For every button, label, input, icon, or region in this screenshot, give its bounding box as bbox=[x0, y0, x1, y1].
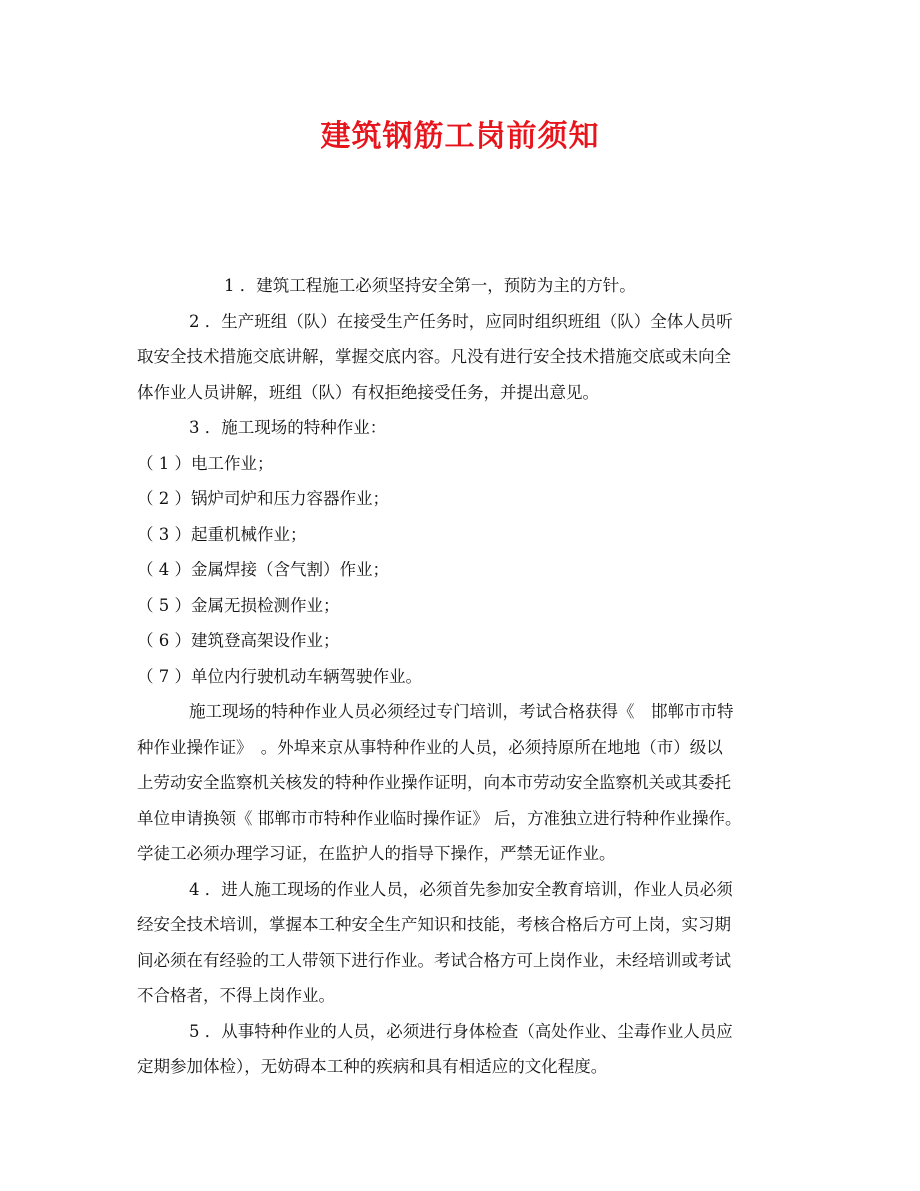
paragraph-4-line-1: 4 ．进人施工现场的作业人员，必须首先参加安全教育培训，作业人员必须 bbox=[189, 879, 733, 899]
list-item-4: （ 4 ）金属焊接（含气割）作业； bbox=[137, 560, 389, 579]
paragraph-1: 1 ．建筑工程施工必须坚持安全第一，预防为主的方针。 bbox=[224, 276, 636, 295]
list-item-3: （ 3 ）起重机械作业； bbox=[137, 524, 307, 544]
list-item-6: （ 6 ）建筑登高架设作业； bbox=[137, 631, 340, 650]
paragraph-4-line-4: 不合格者，不得上岗作业。 bbox=[137, 986, 335, 1005]
list-item-7: （ 7 ）单位内行驶机动车辆驾驶作业。 bbox=[137, 666, 422, 686]
paragraph-3: 3 ．施工现场的特种作业： bbox=[189, 418, 387, 437]
paragraph-5-line-1: 5 ．从事特种作业的人员，必须进行身体检查（高处作业、尘毒作业人员应 bbox=[189, 1021, 733, 1041]
special-work-line-5: 学徒工必须办理学习证，在监护人的指导下操作，严禁无证作业。 bbox=[137, 844, 616, 863]
list-item-1: （ 1 ）电工作业； bbox=[137, 453, 274, 473]
special-work-line-2: 种作业操作证》 。外埠来京从事特种作业的人员，必须持原所在地地（市）级以 bbox=[137, 737, 723, 757]
document-title: 建筑钢筋工岗前须知 bbox=[320, 119, 600, 154]
paragraph-5-line-2: 定期参加体检），无妨碍本工种的疾病和具有相适应的文化程度。 bbox=[137, 1057, 608, 1076]
list-item-5: （ 5 ）金属无损检测作业； bbox=[137, 595, 340, 615]
paragraph-2-line-1: 2 ．生产班组（队）在接受生产任务时，应同时组织班组（队）全体人员听 bbox=[189, 311, 733, 331]
paragraph-2-line-3: 体作业人员讲解，班组（队）有权拒绝接受任务，并提出意见。 bbox=[137, 382, 599, 402]
special-work-line-4: 单位申请换领《 邯郸市市特种作业临时操作证》 后，方准独立进行特种作业操作。 bbox=[137, 808, 742, 828]
list-item-2: （ 2 ）锅炉司炉和压力容器作业； bbox=[137, 489, 389, 508]
document-body bbox=[137, 268, 787, 1085]
paragraph-4-line-3: 间必须在有经验的工人带领下进行作业。考试合格方可上岗作业，未经培训或考试 bbox=[137, 950, 731, 970]
special-work-line-1: 施工现场的特种作业人员必须经过专门培训，考试合格获得《 邯郸市市特 bbox=[189, 702, 734, 721]
paragraph-2-line-2: 取安全技术措施交底讲解，掌握交底内容。凡没有进行安全技术措施交底或未向全 bbox=[137, 347, 731, 366]
special-work-line-3: 上劳动安全监察机关核发的特种作业操作证明，向本市劳动安全监察机关或其委托 bbox=[137, 773, 731, 792]
paragraph-4-line-2: 经安全技术培训，掌握本工种安全生产知识和技能，考核合格后方可上岗，实习期 bbox=[137, 915, 731, 934]
